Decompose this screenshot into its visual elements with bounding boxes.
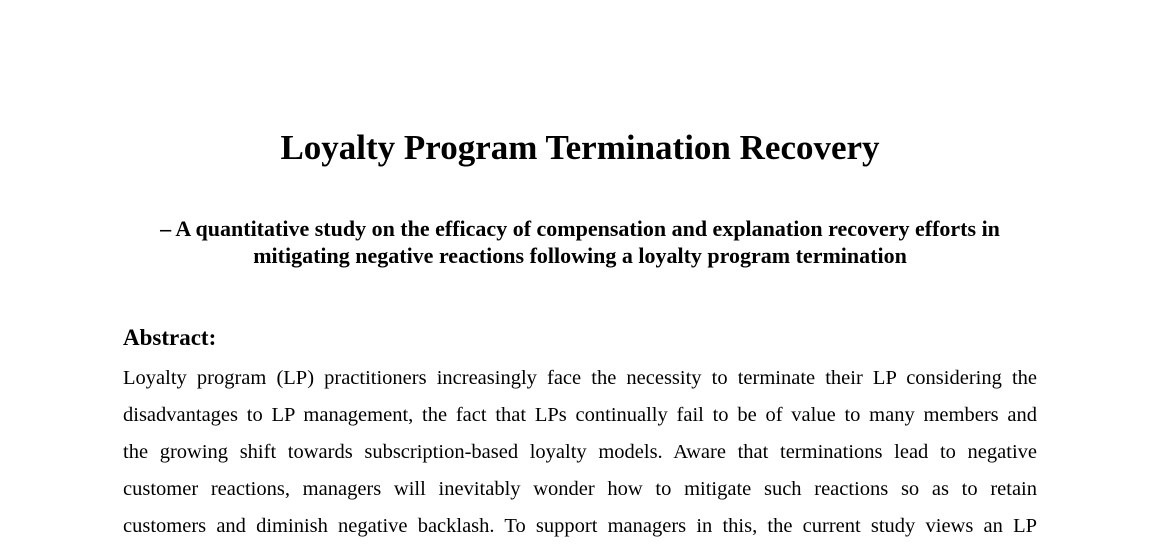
- subtitle-line-2: mitigating negative reactions following a loyalty program termination: [253, 243, 907, 268]
- abstract-heading: Abstract:: [123, 325, 217, 350]
- abstract-line: the growing shift towards subscription-based loyalty models. Aware that terminations lead to negative: [123, 441, 1037, 463]
- document-title: Loyalty Program Termination Recovery: [280, 128, 880, 167]
- abstract-line: customer reactions, managers will inevitably wonder how to mitigate such reactions so as to retain: [123, 478, 1037, 500]
- subtitle-line-1: – A quantitative study on the efficacy of compensation and explanation recovery efforts in: [160, 216, 1000, 241]
- abstract-line: disadvantages to LP management, the fact that LPs continually fail to be of value to many members and: [123, 404, 1037, 426]
- document-subtitle: [110, 215, 1050, 269]
- abstract-body: [123, 360, 1037, 545]
- abstract-line: Loyalty program (LP) practitioners increasingly face the necessity to terminate their LP considering the: [123, 367, 1037, 389]
- abstract-line: customers and diminish negative backlash. To support managers in this, the current study views an LP: [123, 515, 1037, 537]
